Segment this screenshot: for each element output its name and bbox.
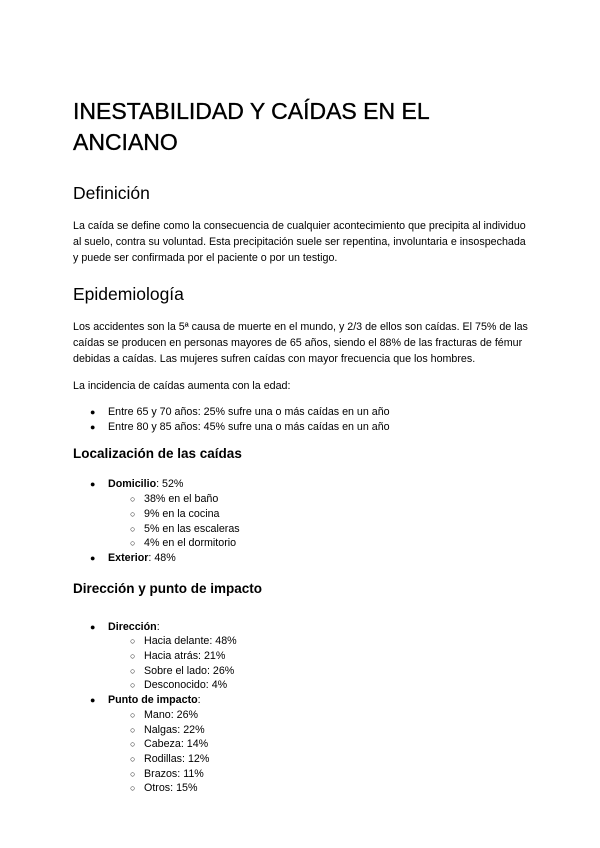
bullet-icon: ● [90, 695, 96, 706]
circle-bullet-icon: ○ [130, 523, 136, 534]
circle-bullet-icon: ○ [130, 753, 136, 764]
bullet-icon: ● [90, 421, 96, 432]
list-item-punto-impacto: ● Punto de impacto: ○ Mano: 26% ○ Nalgas: 22% ○ Cabeza: 14% ○ Rodillas: 12% ○ Brazos: 11% ○ Otros: 15% [73, 693, 528, 796]
circle-bullet-icon: ○ [130, 636, 136, 647]
list-item-domicilio: ● Domicilio: 52% ○ 38% en el baño ○ 9% en la cocina ○ 5% en las escaleras ○ 4% en el dormitorio [73, 477, 528, 551]
list-item-direccion: ● Dirección: ○ Hacia delante: 48% ○ Hacia atrás: 21% ○ Sobre el lado: 26% ○ Desconocido: 4% [73, 620, 528, 694]
circle-bullet-icon: ○ [130, 724, 136, 735]
list-item: ● Entre 80 y 85 años: 45% sufre una o más caídas en un año [90, 420, 390, 433]
list-item: ○ 38% en el baño [130, 493, 219, 506]
circle-bullet-icon: ○ [130, 508, 136, 519]
circle-bullet-icon: ○ [130, 651, 136, 662]
circle-bullet-icon: ○ [130, 709, 136, 720]
bullet-icon: ● [90, 479, 96, 490]
epidemiologia-paragraph-2: La incidencia de caídas aumenta con la edad: [73, 380, 291, 392]
bullet-icon: ● [90, 552, 96, 563]
incidencia-list [73, 405, 528, 434]
list-item: ○ Nalgas: 22% [130, 723, 205, 736]
localizacion-list [73, 477, 528, 565]
document-page [73, 96, 528, 807]
list-item: ○ Sobre el lado: 26% [130, 664, 235, 677]
direccion-list [73, 620, 528, 796]
list-item: ○ 9% en la cocina [130, 507, 220, 520]
list-item: ○ Cabeza: 14% [130, 738, 209, 751]
list-item: ● Entre 65 y 70 años: 25% sufre una o más caídas en un año [90, 406, 390, 418]
document-title: INESTABILIDAD Y CAÍDAS EN EL ANCIANO [73, 98, 429, 155]
list-item: ○ 4% en el dormitorio [130, 537, 237, 550]
bullet-icon: ● [90, 621, 96, 632]
circle-bullet-icon: ○ [130, 665, 136, 676]
circle-bullet-icon: ○ [130, 768, 136, 779]
circle-bullet-icon: ○ [130, 783, 136, 794]
domicilio-sublist [108, 492, 528, 551]
definicion-paragraph: La caída se define como la consecuencia de cualquier acontecimiento que precipita al individuo al suelo, contra su voluntad. Esta precipitación suele ser repentina, involuntaria e insospechada y puede ser confirmada por el paciente o por un testigo. [73, 220, 526, 264]
circle-bullet-icon: ○ [130, 538, 136, 549]
bullet-icon: ● [90, 407, 96, 417]
circle-bullet-icon: ○ [130, 680, 136, 691]
list-item: ○ Hacia delante: 48% [130, 635, 237, 648]
circle-bullet-icon: ○ [130, 739, 136, 750]
section-heading-epidemiologia: Epidemiología [73, 284, 184, 304]
direccion-sublist [108, 634, 528, 693]
section-heading-definicion: Definición [73, 183, 150, 203]
impacto-sublist [108, 708, 528, 796]
list-item: ○ Mano: 26% [130, 708, 199, 721]
list-item: ○ Hacia atrás: 21% [130, 650, 226, 663]
list-item: ○ 5% en las escaleras [130, 522, 240, 535]
list-item-exterior: ● Exterior: 48% [90, 551, 176, 564]
list-item: ○ Brazos: 11% [130, 767, 204, 780]
section-heading-direccion: Dirección y punto de impacto [73, 580, 263, 596]
section-heading-localizacion: Localización de las caídas [73, 446, 242, 462]
list-item: ○ Desconocido: 4% [130, 679, 228, 692]
epidemiologia-paragraph-1: Los accidentes son la 5ª causa de muerte en el mundo, y 2/3 de ellos son caídas. El 75% de las caídas se producen en personas mayores de 65 años, siendo el 88% de las fracturas de fémur debidas a caídas. Las mujeres sufren caídas con mayor frecuencia que los hombres. [73, 321, 528, 365]
list-item: ○ Otros: 15% [130, 782, 198, 795]
circle-bullet-icon: ○ [130, 494, 136, 505]
list-item: ○ Rodillas: 12% [130, 752, 210, 765]
